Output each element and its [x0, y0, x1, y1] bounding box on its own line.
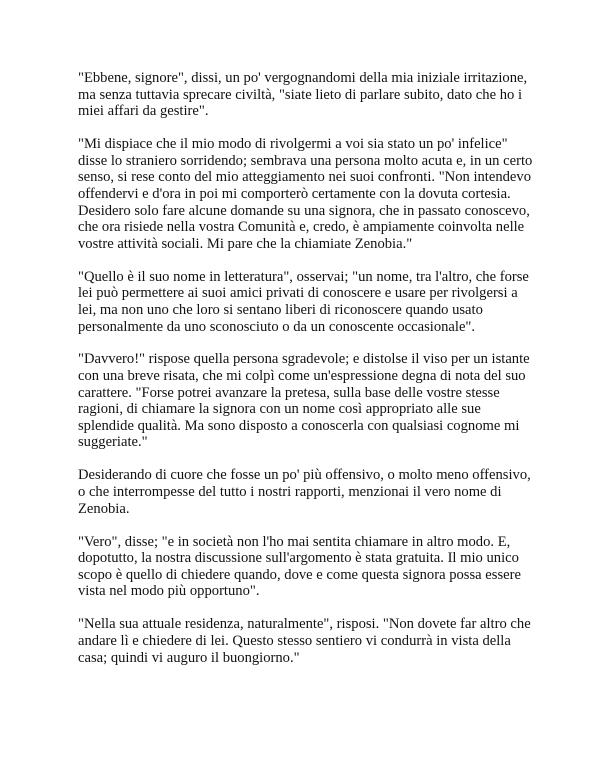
paragraph-1: "Ebbene, signore", dissi, un po' vergognandomi della mia iniziale irritazione, ma senza tuttavia sprecare civiltà, "siate lieto di parlare subito, dato che ho i miei affari da gestire".: [78, 70, 528, 120]
document-page: [78, 70, 533, 683]
paragraph-2: "Mi dispiace che il mio modo di rivolgermi a voi sia stato un po' infelice" disse lo straniero sorridendo; sembrava una persona molto acuta e, in un certo senso, si rese conto del mio atteggiamento nei suoi confronti. "Non intendevo offendervi e d'ora in poi mi comporterò certamente con la dovuta cortesia. Desidero solo fare alcune domande su una signora, che in passato conoscevo, che ora risiede nella vostra Comunità e, credo, è ampiamente coinvolta nelle vostre attività sociali. Mi pare che la chiamiate Zenobia.": [78, 136, 533, 252]
paragraph-3: "Quello è il suo nome in letteratura", osservai; "un nome, tra l'altro, che forse lei può permettere ai suoi amici privati di conoscere e usare per rivolgersi a lei, ma non uno che loro si sentano liberi di riconoscere quando usato personalmente da uno sconosciuto o da un conoscente occasionale".: [78, 268, 529, 335]
paragraph-4: "Davvero!" rispose quella persona sgradevole; e distolse il viso per un istante con una breve risata, che mi colpì come un'espressione degna di nota del suo carattere. "Forse potrei avanzare la pretesa, sulla base delle vostre stesse ragioni, di chiamare la signora con un nome così appropriato alle sue splendide qualità. Ma sono disposto a conoscerla con qualsiasi cognome mi suggeriate.": [78, 351, 530, 451]
paragraph-7: "Nella sua attuale residenza, naturalmente", risposi. "Non dovete far altro che andare lì e chiedere di lei. Questo stesso sentiero vi condurrà in vista della casa; quindi vi auguro il buongiorno.": [78, 616, 531, 666]
paragraph-6: "Vero", disse; "e in società non l'ho mai sentita chiamare in altro modo. E, dopotutto, la nostra discussione sull'argomento è stata gratuita. Il mio unico scopo è quello di chiedere quando, dove e come questa signora possa essere vista nel modo più opportuno".: [78, 533, 521, 600]
paragraph-5: Desiderando di cuore che fosse un po' più offensivo, o molto meno offensivo, o che interrompesse del tutto i nostri rapporti, menzionai il vero nome di Zenobia.: [78, 467, 531, 517]
